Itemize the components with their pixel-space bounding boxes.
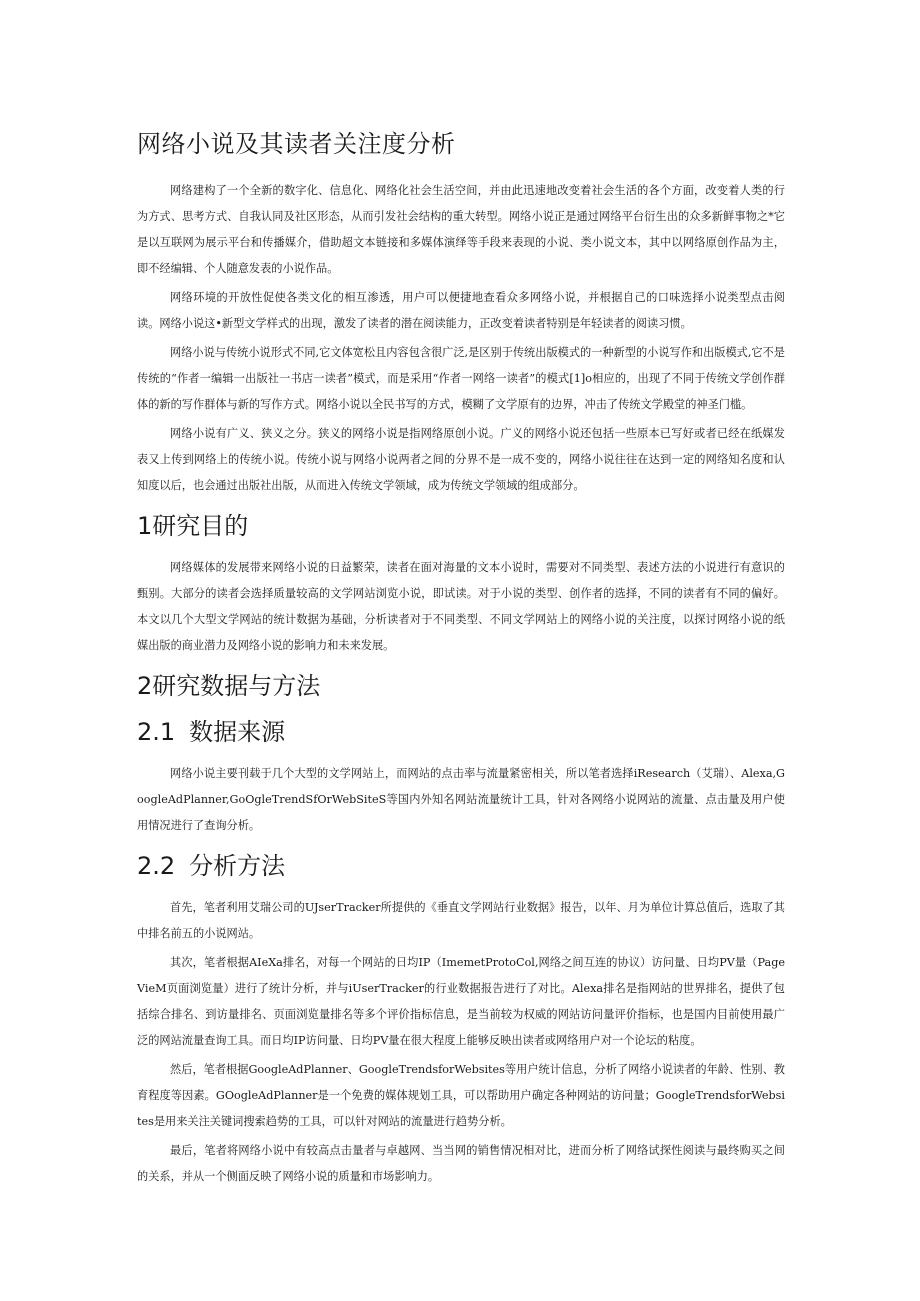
- subsection-title: 分析方法: [189, 852, 286, 880]
- paragraph: 其次，笔者根据AIeXa排名，对每一个网站的日均IP（ImemetProtoCol,网络之间互连的协议）访问量、日均PV量（PageVieM页面浏览量）进行了统计分析，并与iUserTracker的行业数据报告进行了对比。Alexa排名是指网站的世界排名，提供了包括综合排名、到访量排名、页面浏览量排名等多个评价指标信息，是当前较为权威的网站访问量评价指标，也是国内目前使用最广泛的网站流量查询工具。而日均IP访问量、日均PV量在很大程度上能够反映出读者或网络用户对一个论坛的粘度。: [137, 956, 785, 1047]
- document-page: [137, 126, 785, 1193]
- paragraph: 网络小说主要刊载于几个大型的文学网站上，而网站的点击率与流量紧密相关，所以笔者选择iResearch（艾瑞）、Alexa,GoogleAdPlanner,GoOgleTrendSfOrWebSiteS等国内外知名网站流量统计工具，针对各网络小说网站的流量、点击量及用户使用情况进行了查询分析。: [137, 767, 785, 832]
- paragraph: 网络环境的开放性促使各类文化的相互渗透，用户可以便捷地查看众多网络小说，并根据自己的口味选择小说类型点击阅读。网络小说这•新型文学样式的出现，激发了读者的潜在阅读能力，正改变着读者特别是年轻读者的阅读习惯。: [137, 291, 785, 330]
- paragraph: 首先，笔者利用艾瑞公司的UJserTracker所提供的《垂直文学网站行业数据》报告，以年、月为单位计算总值后，选取了其中排名前五的小说网站。: [137, 901, 785, 940]
- subsection-data-source: [137, 715, 785, 839]
- subsection-heading: [137, 849, 785, 883]
- intro-section: [137, 178, 785, 499]
- paragraph: 然后，笔者根据GoogleAdPlanner、GoogleTrendsforWebsites等用户统计信息，分析了网络小说读者的年龄、性别、教育程度等因素。GOogleAdPlanner是一个免费的媒体规划工具，可以帮助用户确定各种网站的访问量；GoogleTrendsforWebsites是用来关注关键词搜索趋势的工具，可以针对网站的流量进行趋势分析。: [137, 1063, 785, 1128]
- paragraph: 最后，笔者将网络小说中有较高点击量者与卓越网、当当网的销售情况相对比，进而分析了网络试探性阅读与最终购买之间的关系，并从一个侧面反映了网络小说的质量和市场影响力。: [137, 1144, 785, 1183]
- section-heading: 2研究数据与方法: [137, 672, 321, 700]
- paragraph: 网络媒体的发展带来网络小说的日益繁荣，读者在面对海量的文本小说时，需要对不同类型、表述方法的小说进行有意识的甄别。大部分的读者会选择质量较高的文学网站浏览小说，即试读。对于小说的类型、创作者的选择，不同的读者有不同的偏好。本文以几个大型文学网站的统计数据为基础，分析读者对于不同类型、不同文学网站上的网络小说的关注度，以探讨网络小说的纸媒出版的商业潜力及网络小说的影响力和未来发展。: [137, 561, 785, 652]
- paragraph: 网络建构了一个全新的数字化、信息化、网络化社会生活空间，并由此迅速地改变着社会生活的各个方面，改变着人类的行为方式、思考方式、自我认同及社区形态，从而引发社会结构的重大转型。网络小说正是通过网络平台衍生出的众多新鲜事物之*它是以互联网为展示平台和传播媒介，借助超文本链接和多媒体演绎等手段来表现的小说、类小说文本，其中以网络原创作品为主，即不经编辑、个人随意发表的小说作品。: [137, 184, 785, 275]
- section-heading: 1研究目的: [137, 512, 249, 540]
- section-research-purpose: [137, 509, 785, 659]
- subsection-number: 2.1: [137, 718, 176, 746]
- subsection-heading: [137, 715, 785, 749]
- paragraph: 网络小说有广义、狭义之分。狭义的网络小说是指网络原创小说。广义的网络小说还包括一些原本已写好或者已经在纸媒发表又上传到网络上的传统小说。传统小说与网络小说两者之间的分界不是一成不变的，网络小说往往在达到一定的网络知名度和认知度以后，也会通过出版社出版，从而进入传统文学领域，成为传统文学领域的组成部分。: [137, 427, 785, 492]
- section-data-and-methods: [137, 669, 785, 1190]
- subsection-title: 数据来源: [189, 718, 286, 746]
- subsection-analysis-method: [137, 849, 785, 1190]
- subsection-number: 2.2: [137, 852, 176, 880]
- paragraph: 网络小说与传统小说形式不同,它文体宽松且内容包含很广泛,是区别于传统出版模式的一种新型的小说写作和出版模式,它不是传统的“作者一编辑一出版社一书店一读者”模式，而是采用“作者一网络一读者”的模式[1]o相应的，出现了不同于传统文学创作群体的新的写作群体与新的写作方式。网络小说以全民书写的方式，模糊了文学原有的边界，冲击了传统文学殿堂的神圣门槛。: [137, 346, 785, 411]
- paper-title: 网络小说及其读者关注度分析: [137, 130, 456, 158]
